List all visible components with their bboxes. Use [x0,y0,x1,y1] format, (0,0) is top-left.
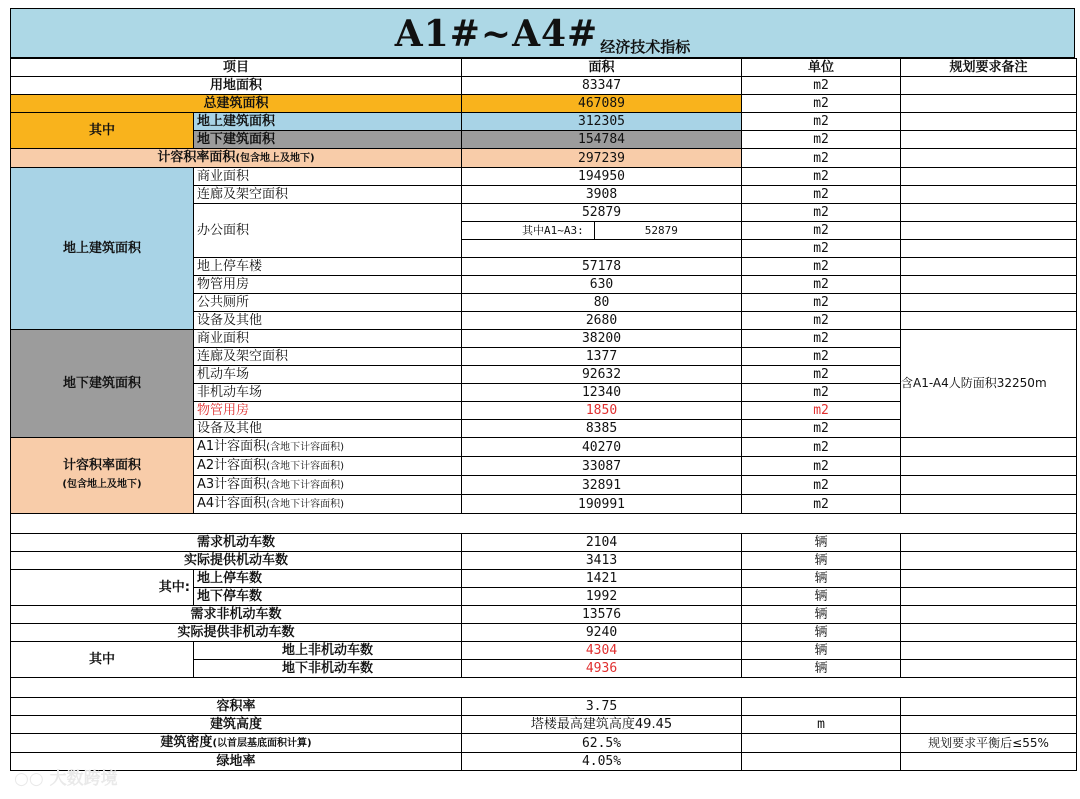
row-unit: m2 [742,294,901,312]
row-label: 需求机动车数 [11,534,462,552]
table-row [11,95,1077,113]
row-label: 设备及其他 [194,420,462,438]
row-value: 38200 [462,330,742,348]
row-unit: m2 [742,131,901,149]
row-value: 194950 [462,168,742,186]
row-unit: 辆 [742,552,901,570]
row-label: 地上非机动车数 [194,642,462,660]
office-sub-value: 52879 [594,222,678,239]
row-unit: m2 [742,312,901,330]
row-unit: m2 [742,457,901,476]
row-value: 4304 [462,642,742,660]
row-unit: m2 [742,77,901,95]
row-label: 地下非机动车数 [194,660,462,678]
row-label: 建筑高度 [11,716,462,734]
row-value: 3413 [462,552,742,570]
row-label: 公共厕所 [194,294,462,312]
of-which-label: 其中 [11,642,194,678]
header-unit: 单位 [742,59,901,77]
table-row [11,753,1077,771]
row-label: 总建筑面积 [11,95,462,113]
row-label: 机动车场 [194,366,462,384]
row-unit: 辆 [742,534,901,552]
row-value: 154784 [462,131,742,149]
group-label-below: 地下建筑面积 [11,330,194,438]
row-unit: m2 [742,240,901,258]
table-row [11,113,1077,131]
row-label: 物管用房 [194,276,462,294]
row-unit: 辆 [742,660,901,678]
civil-defense-note: 含A1-A4人防面积32250m [901,330,1077,438]
row-value: 40270 [462,438,742,457]
row-value: 1377 [462,348,742,366]
row-unit: m2 [742,348,901,366]
watermark: ○○ 大数跨境 [14,769,118,789]
row-unit: m2 [742,330,901,348]
row-label: A3计容面积(含地下计容面积) [194,476,462,495]
row-label: 地下停车数 [194,588,462,606]
row-unit: 辆 [742,570,901,588]
row-unit: m2 [742,149,901,168]
table-row [11,438,1077,457]
row-unit: m2 [742,402,901,420]
row-label: 物管用房 [194,402,462,420]
density-note: 规划要求平衡后≤55% [901,734,1077,753]
row-unit: m2 [742,476,901,495]
row-unit: m2 [742,495,901,514]
row-label: 商业面积 [194,330,462,348]
row-unit: m2 [742,420,901,438]
row-value: 8385 [462,420,742,438]
row-value: 1992 [462,588,742,606]
row-value: 312305 [462,113,742,131]
group-label-above: 地上建筑面积 [11,168,194,330]
table-row [11,149,1077,168]
row-value: 12340 [462,384,742,402]
table-row [11,534,1077,552]
of-which-label: 其中: [11,570,194,606]
header-item: 项目 [11,59,462,77]
row-value: 190991 [462,495,742,514]
row-value: 4.05% [462,753,742,771]
table-title [10,8,1075,58]
table-row [11,606,1077,624]
row-unit: m2 [742,168,901,186]
row-label: 用地面积 [11,77,462,95]
title-sub: 经济技术指标 [600,38,691,56]
row-value: 80 [462,294,742,312]
row-value: 467089 [462,95,742,113]
table-row [11,168,1077,186]
row-label: 计容积率面积(包含地上及地下) [11,149,462,168]
row-unit: m2 [742,113,901,131]
row-label: A1计容面积(含地下计容面积) [194,438,462,457]
row-unit: 辆 [742,624,901,642]
table-row [11,77,1077,95]
table-row [11,698,1077,716]
row-label: 非机动车场 [194,384,462,402]
row-value: 2104 [462,534,742,552]
table-row [11,642,1077,660]
row-label: 设备及其他 [194,312,462,330]
row-value: 2680 [462,312,742,330]
header-note: 规划要求备注 [901,59,1077,77]
row-value: 1421 [462,570,742,588]
table-row [11,552,1077,570]
row-unit: m2 [742,276,901,294]
table-row [11,570,1077,588]
row-value: 4936 [462,660,742,678]
row-label: A4计容面积(含地下计容面积) [194,495,462,514]
title-main: A1#~A4# [394,13,599,55]
table-row [11,716,1077,734]
row-value: 297239 [462,149,742,168]
row-label: 连廊及架空面积 [194,348,462,366]
row-label: 地上建筑面积 [194,113,462,131]
row-unit: 辆 [742,588,901,606]
row-value: 83347 [462,77,742,95]
row-unit: m2 [742,258,901,276]
row-value: 630 [462,276,742,294]
row-label: 商业面积 [194,168,462,186]
header-area: 面积 [462,59,742,77]
row-unit: m2 [742,204,901,222]
row-unit: m2 [742,95,901,113]
row-unit: m2 [742,384,901,402]
row-label: 建筑密度(以首层基底面积计算) [11,734,462,753]
group-label-far: 计容积率面积 (包含地上及地下) [11,438,194,514]
table-row [11,330,1077,348]
row-unit: m [742,716,901,734]
row-value: 13576 [462,606,742,624]
office-sub-label: 其中A1~A3: [522,224,584,237]
row-unit: m2 [742,438,901,457]
row-value: 1850 [462,402,742,420]
row-unit: m2 [742,222,901,240]
row-label: 容积率 [11,698,462,716]
row-label: 需求非机动车数 [11,606,462,624]
row-value: 33087 [462,457,742,476]
row-unit: 辆 [742,606,901,624]
row-value: 9240 [462,624,742,642]
table-row [11,624,1077,642]
spacer-row [11,514,1077,534]
row-unit: m2 [742,366,901,384]
row-value: 32891 [462,476,742,495]
of-which-label: 其中 [11,113,194,149]
row-label: 实际提供机动车数 [11,552,462,570]
row-value: 62.5% [462,734,742,753]
indicator-table [10,58,1077,771]
table-row [11,734,1077,753]
row-label: 地上停车楼 [194,258,462,276]
office-sub-cell [462,222,742,240]
row-value: 57178 [462,258,742,276]
row-value: 塔楼最高建筑高度49.45 [462,716,742,734]
row-label: 办公面积 [194,204,462,258]
row-label: 连廊及架空面积 [194,186,462,204]
row-label: 地下建筑面积 [194,131,462,149]
row-value: 92632 [462,366,742,384]
row-value: 52879 [462,204,742,222]
header-row [11,59,1077,77]
row-label: 地上停车数 [194,570,462,588]
spacer-row [11,678,1077,698]
row-unit: m2 [742,186,901,204]
row-label: A2计容面积(含地下计容面积) [194,457,462,476]
row-value: 3908 [462,186,742,204]
row-label: 绿地率 [11,753,462,771]
row-value: 3.75 [462,698,742,716]
row-label: 实际提供非机动车数 [11,624,462,642]
row-unit: 辆 [742,642,901,660]
